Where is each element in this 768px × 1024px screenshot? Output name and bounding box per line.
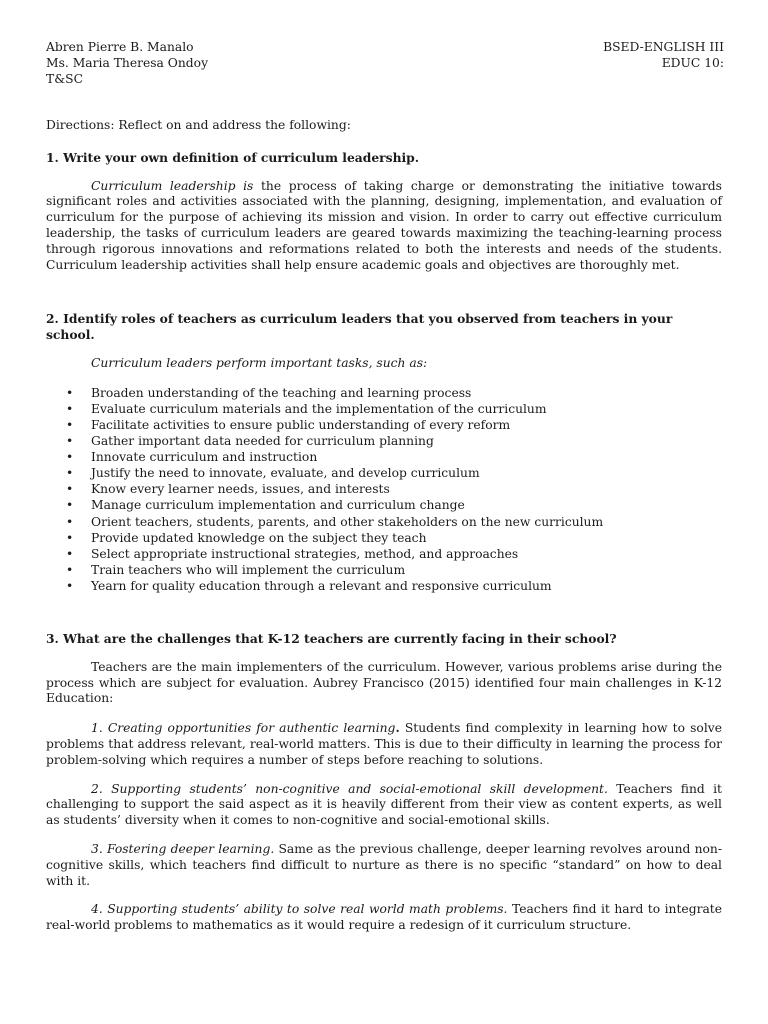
bullet-icon: •	[66, 514, 74, 529]
header-line-3	[46, 72, 724, 88]
bullet-icon: •	[66, 450, 74, 465]
list-item-text: Facilitate activities to ensure public understanding of every reform	[91, 417, 511, 432]
list-item-text: Evaluate curriculum materials and the implementation of the curriculum	[91, 401, 547, 416]
challenge-4-body: Teachers find it hard to integrate real-world problems to mathematics as it would require a redesign of it curriculum structure.	[46, 902, 722, 933]
list-item	[46, 402, 722, 418]
bullet-icon: •	[66, 466, 74, 481]
list-item-text: Train teachers who will implement the curriculum	[91, 562, 406, 577]
header-line-2	[46, 56, 724, 72]
document-body	[46, 118, 722, 934]
subject-code: EDUC 10:	[661, 55, 724, 70]
list-item-text: Manage curriculum implementation and curriculum change	[91, 498, 465, 513]
challenge-4-title: 4. Supporting students’ ability to solve real world math problems.	[91, 902, 508, 917]
bullet-icon: •	[66, 434, 74, 449]
definition-term: Curriculum leadership is	[91, 178, 254, 193]
list-item	[46, 531, 722, 547]
list-item-text: Innovate curriculum and instruction	[91, 450, 318, 465]
list-item	[46, 515, 722, 531]
bullet-icon: •	[66, 482, 74, 497]
directions: Directions: Reflect on and address the following:	[46, 118, 351, 132]
challenge-1	[46, 720, 722, 768]
bullet-icon: •	[66, 530, 74, 545]
list-item-text: Yearn for quality education through a relevant and responsive curriculum	[91, 578, 552, 593]
bullet-icon: •	[66, 498, 74, 513]
definition-body: the process of taking charge or demonstrating the initiative towards significant roles and activities associated with the planning, designing, implementation, and evaluation of curriculum for the purpose of achieving its mission and vision. In order to carry out effective curriculum leadership, the tasks of curriculum leaders are geared towards maximizing the teaching-learning process through rigorous innovations and reformations related to both the interests and needs of the students. Curriculum leadership activities shall help ensure academic goals and objectives are thoroughly met.	[46, 178, 722, 272]
bullet-icon: •	[66, 385, 74, 400]
list-item-text: Know every learner needs, issues, and interests	[91, 482, 390, 497]
header-line-1	[46, 40, 724, 56]
list-item	[46, 498, 722, 514]
roles-list	[46, 386, 722, 595]
challenge-1-title: 1. Creating opportunities for authentic learning	[91, 721, 396, 736]
list-item-text: Provide updated knowledge on the subject they teach	[91, 530, 427, 545]
subject-title: T&SC	[46, 71, 83, 86]
challenge-2	[46, 782, 722, 829]
question-2-heading: 2. Identify roles of teachers as curriculum leaders that you observed from teachers in your school.	[46, 311, 673, 343]
challenge-1-separator: .	[395, 720, 400, 736]
question-3-intro: Teachers are the main implementers of the curriculum. However, various problems arise during the process which are subject for evaluation. Aubrey Francisco (2015) identified four main challenges in K-12 Education:	[46, 659, 722, 706]
instructor-name: Ms. Maria Theresa Ondoy	[46, 55, 209, 70]
list-item	[46, 386, 722, 402]
challenge-2-title: 2. Supporting students’ non-cognitive and social-emotional skill development.	[91, 781, 608, 796]
bullet-icon: •	[66, 578, 74, 593]
bullet-icon: •	[66, 562, 74, 577]
list-item	[46, 547, 722, 563]
list-item	[46, 466, 722, 482]
list-item-text: Gather important data needed for curriculum planning	[91, 434, 434, 449]
student-name: Abren Pierre B. Manalo	[46, 40, 194, 54]
question-1-answer	[46, 179, 722, 274]
bullet-icon: •	[66, 546, 74, 561]
question-2-intro: Curriculum leaders perform important tasks, such as:	[91, 355, 428, 370]
bullet-icon: •	[66, 417, 74, 432]
challenge-3	[46, 842, 722, 889]
list-item	[46, 579, 722, 595]
challenge-1-body: Students find complexity in learning how to solve problems that address relevant, real-world matters. This is due to their difficulty in learning the process for problem-solving which requires a number of steps before reaching to solutions.	[46, 721, 722, 767]
list-item	[46, 418, 722, 434]
challenge-2-body: Teachers find it challenging to support the said aspect as it is heavily different from their view as content experts, as well as students’ diversity when it comes to non-cognitive and social-emotional skills.	[46, 781, 722, 828]
list-item-text: Orient teachers, students, parents, and other stakeholders on the new curriculum	[91, 514, 604, 529]
list-item	[46, 450, 722, 466]
list-item-text: Broaden understanding of the teaching and learning process	[91, 385, 472, 400]
list-item-text: Justify the need to innovate, evaluate, and develop curriculum	[91, 466, 480, 481]
course-name: BSED-ENGLISH III	[603, 40, 724, 54]
question-1-heading: 1. Write your own definition of curriculum leadership.	[46, 149, 420, 165]
challenge-3-body: Same as the previous challenge, deeper learning revolves around non-cognitive skills, which teachers find difficult to nurture as there is no specific “standard” on how to deal with it.	[46, 841, 723, 888]
list-item	[46, 482, 722, 498]
list-item-text: Select appropriate instructional strategies, method, and approaches	[91, 546, 519, 561]
bullet-icon: •	[66, 401, 74, 416]
list-item	[46, 434, 722, 450]
document-header	[46, 40, 724, 87]
question-3-heading: 3. What are the challenges that K-12 teachers are currently facing in their school?	[46, 630, 617, 646]
challenge-3-title: 3. Fostering deeper learning.	[91, 841, 275, 856]
list-item	[46, 563, 722, 579]
challenge-4	[46, 902, 722, 934]
